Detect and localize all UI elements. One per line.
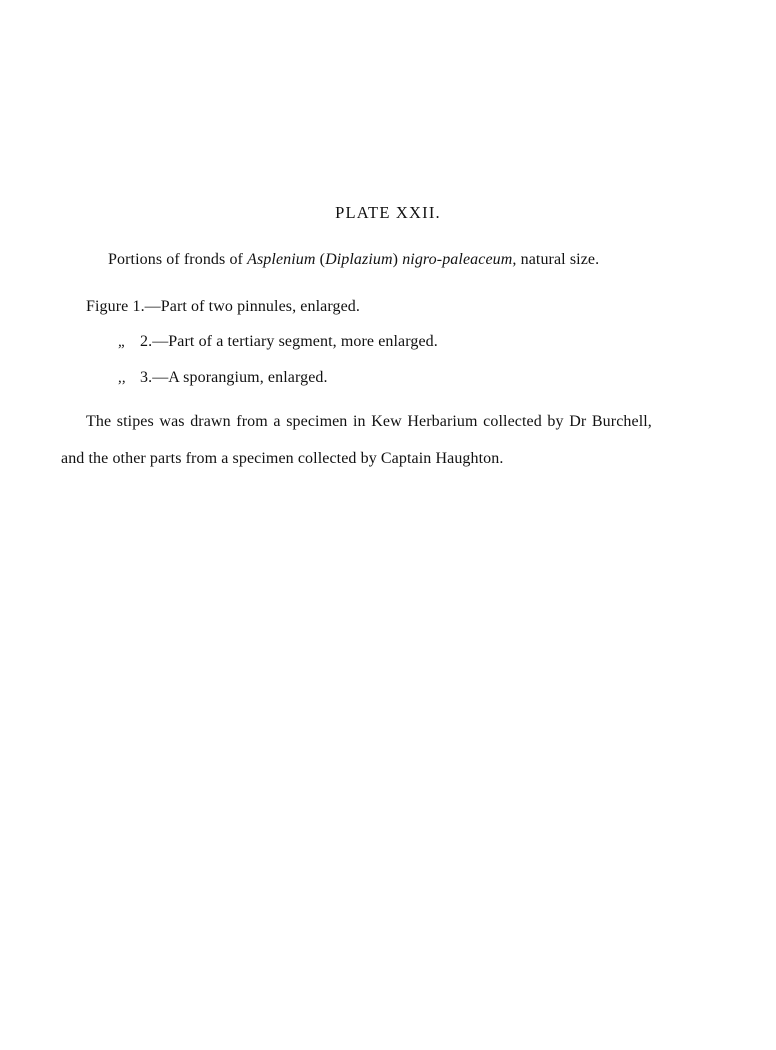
figure-caption-3 [118,368,328,388]
plate-title: PLATE XXII. [335,203,441,222]
figure-caption-text: Figure 1.—Part of two pinnules, enlarged. [86,298,360,315]
description-paren-close: ) [392,251,403,268]
description-prefix: Portions of fronds of [108,251,248,268]
source-note-line-1: The stipes was drawn from a specimen in Kew Herbarium collected by Dr Burchell, [86,413,652,430]
figure-caption-text: 2.—Part of a tertiary segment, more enlarged. [140,333,438,350]
description-paren-open: ( [315,251,326,268]
genus-name: Asplenium [247,251,316,268]
subgenus-name: Diplazium [325,251,393,268]
figure-caption-1 [86,297,360,317]
plate-description [108,250,599,270]
description-suffix: natural size. [516,251,600,268]
species-name: nigro-paleaceum, [402,251,517,268]
figure-caption-text: 3.—A sporangium, enlarged. [140,369,328,386]
figure-caption-2 [118,332,438,352]
source-note-line-2: and the other parts from a specimen collected by Captain Haughton. [61,450,504,467]
ditto-mark: ,, [118,370,126,386]
ditto-mark: „ [118,334,125,350]
